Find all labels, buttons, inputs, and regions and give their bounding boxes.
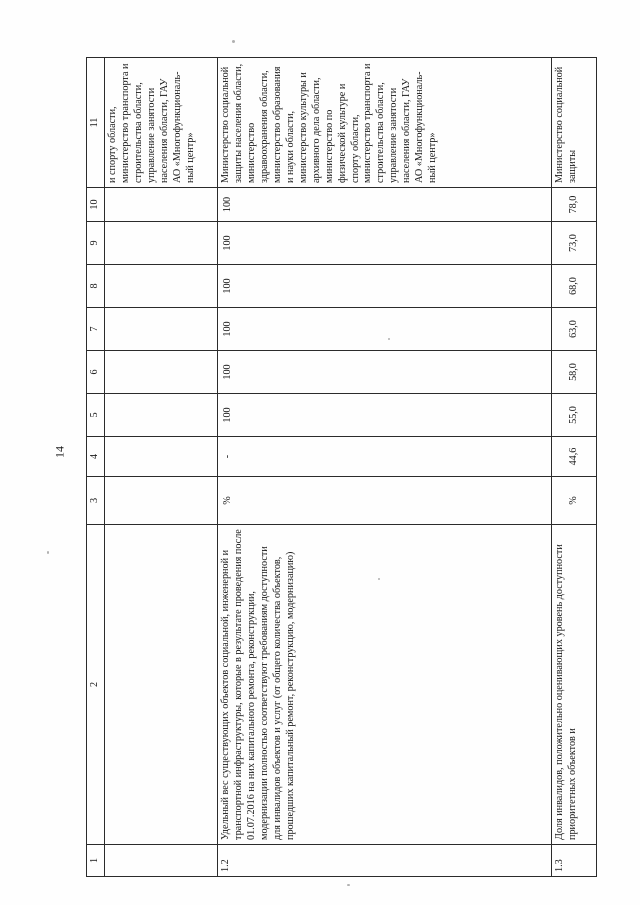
indicators-table bbox=[86, 57, 597, 877]
row-number-cell bbox=[105, 845, 218, 877]
value-cell: 100 bbox=[218, 265, 552, 308]
scan-speck bbox=[47, 551, 49, 554]
header-cell: 4 bbox=[87, 437, 105, 477]
value-cell: 73,0 bbox=[552, 222, 597, 265]
value-cell: 63,0 bbox=[552, 308, 597, 351]
value-cell bbox=[105, 265, 218, 308]
value-cell: 100 bbox=[218, 188, 552, 222]
page-number: 14 bbox=[52, 446, 67, 458]
value-cell bbox=[105, 351, 218, 394]
indicator-name-cell bbox=[105, 525, 218, 845]
column-number-row bbox=[87, 58, 105, 877]
rotated-table-container bbox=[86, 58, 597, 877]
value-cell: 100 bbox=[218, 351, 552, 394]
value-cell bbox=[105, 394, 218, 437]
value-cell: 68,0 bbox=[552, 265, 597, 308]
value-cell bbox=[105, 308, 218, 351]
header-cell: 5 bbox=[87, 394, 105, 437]
indicator-name-cell: Удельный вес существующих объектов социальной, инженерной и транспортной инфраструктуры, которые в результате проведения после 01.07.2016 на них капитального ремонта, реконструкции, модернизации полностью соответствуют требованиям доступности для инвалидов объектов и услуг (от общего количества объектов, прошедших капитальный ремонт, реконструкцию, модернизацию) bbox=[218, 525, 552, 845]
header-cell: 8 bbox=[87, 265, 105, 308]
value-cell: 55,0 bbox=[552, 394, 597, 437]
value-cell: 100 bbox=[218, 222, 552, 265]
scan-speck bbox=[347, 884, 350, 886]
row-number-cell: 1.2 bbox=[218, 845, 552, 877]
table-row-continuation bbox=[105, 58, 218, 877]
value-cell: 100 bbox=[218, 308, 552, 351]
value-cell: - bbox=[218, 437, 552, 477]
header-cell: 3 bbox=[87, 477, 105, 525]
unit-cell bbox=[105, 477, 218, 525]
scan-speck bbox=[378, 578, 380, 580]
header-cell: 7 bbox=[87, 308, 105, 351]
value-cell: 44,6 bbox=[552, 437, 597, 477]
unit-cell: % bbox=[218, 477, 552, 525]
table-row bbox=[552, 58, 597, 877]
indicator-name-cell: Доля инвалидов, положительно оценивающих уровень доступности приоритетных объектов и bbox=[552, 525, 597, 845]
value-cell: 78,0 bbox=[552, 188, 597, 222]
header-cell: 2 bbox=[87, 525, 105, 845]
header-cell: 10 bbox=[87, 188, 105, 222]
responsible-cell: Министерство социальной защиты bbox=[552, 58, 597, 188]
value-cell bbox=[105, 437, 218, 477]
value-cell: 58,0 bbox=[552, 351, 597, 394]
unit-cell: % bbox=[552, 477, 597, 525]
scan-speck bbox=[388, 338, 390, 340]
value-cell bbox=[105, 222, 218, 265]
value-cell bbox=[105, 188, 218, 222]
rotated-table-area bbox=[86, 58, 597, 877]
header-cell: 6 bbox=[87, 351, 105, 394]
responsible-cell: и спорту области, министерство транспорта и строительства области, управление занятости населения области, ГАУ АО «Многофункциональ-ный центр» bbox=[105, 58, 218, 188]
header-cell: 11 bbox=[87, 58, 105, 188]
header-cell: 1 bbox=[87, 845, 105, 877]
scan-speck bbox=[232, 40, 235, 43]
value-cell: 100 bbox=[218, 394, 552, 437]
responsible-cell: Министерство социальной защиты населения области, министерство здравоохранения области, министерство образования и науки области, министерство культуры и архивного дела области, министерство по физической культуре и спорту области, министерство транспорта и строительства области, управление занятости населения области, ГАУ АО «Многофункциональ-ный центр» bbox=[218, 58, 552, 188]
table-row bbox=[218, 58, 552, 877]
header-cell: 9 bbox=[87, 222, 105, 265]
row-number-cell: 1.3 bbox=[552, 845, 597, 877]
